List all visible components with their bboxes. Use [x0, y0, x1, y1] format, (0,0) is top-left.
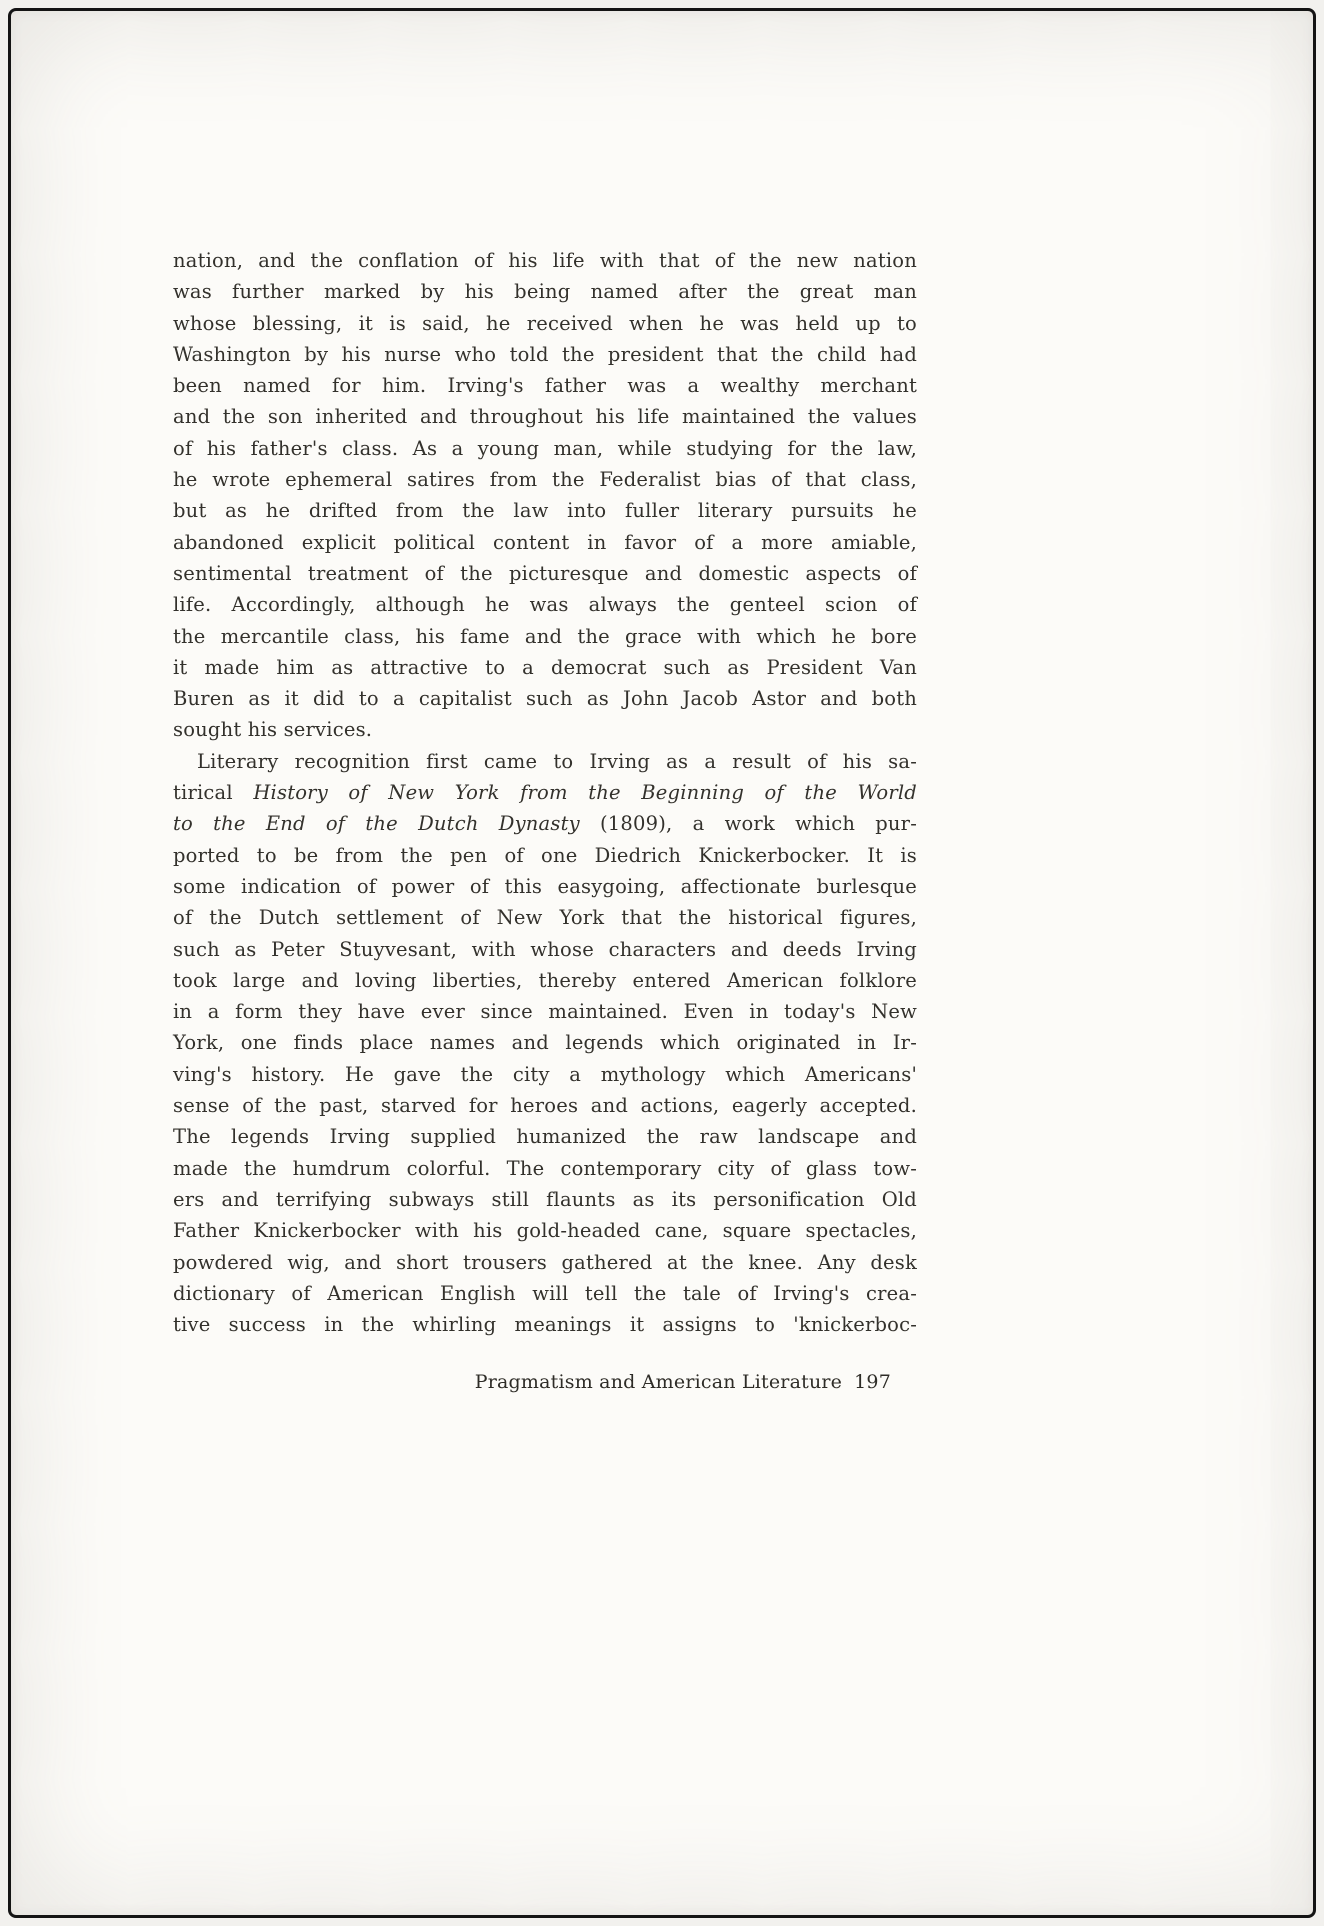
footer-page-number: 197	[854, 1371, 891, 1393]
text-line: dictionary of American English will tell the tale of Irving's crea-	[173, 1281, 917, 1305]
text-line: sense of the past, starved for heroes and actions, eagerly accepted.	[173, 1094, 917, 1118]
text-line: took large and loving liberties, thereby entered American folklore	[173, 968, 917, 992]
paragraph	[173, 746, 917, 1341]
text-line: nation, and the conflation of his life with that of the new nation	[173, 249, 917, 272]
text-line	[173, 808, 917, 839]
italic-text: to the End of the Dutch Dynasty	[173, 812, 580, 836]
text-line: tive success in the whirling meanings it assigns to 'knickerboc-	[173, 1313, 917, 1337]
text-line	[173, 777, 917, 808]
text-segment: (1809), a work which pur-	[579, 812, 917, 836]
text-line: The legends Irving supplied humanized the raw landscape and	[173, 1125, 917, 1149]
text-line: Father Knickerbocker with his gold-headed cane, square spectacles,	[173, 1219, 917, 1243]
text-line: the mercantile class, his fame and the grace with which he bore	[173, 624, 917, 648]
text-line: ving's history. He gave the city a mythology which Americans'	[173, 1062, 917, 1086]
text-line: York, one finds place names and legends which originated in Ir-	[173, 1031, 917, 1055]
text-line: been named for him. Irving's father was a wealthy merchant	[173, 374, 917, 398]
italic-text: History of New York from the Beginning of the World	[253, 781, 917, 805]
text-block	[173, 245, 917, 1340]
text-line: ported to be from the pen of one Diedrich Knickerbocker. It is	[173, 843, 917, 867]
text-segment: tirical	[173, 781, 254, 805]
paragraph	[173, 245, 917, 746]
text-line: was further marked by his being named after the great man	[173, 280, 917, 304]
text-line: in a form they have ever since maintained. Even in today's New	[173, 1000, 917, 1024]
text-line: whose blessing, it is said, he received when he was held up to	[173, 311, 917, 335]
text-line: such as Peter Stuyvesant, with whose characters and deeds Irving	[173, 937, 917, 961]
text-line: powdered wig, and short trousers gathered at the knee. Any desk	[173, 1250, 917, 1274]
text-line: and the son inherited and throughout his life maintained the values	[173, 405, 917, 429]
text-line: Washington by his nurse who told the president that the child had	[173, 342, 917, 366]
text-line: it made him as attractive to a democrat such as President Van	[173, 655, 917, 679]
text-line: Buren as it did to a capitalist such as John Jacob Astor and both	[173, 687, 917, 711]
text-line: life. Accordingly, although he was always the genteel scion of	[173, 593, 917, 617]
text-line: made the humdrum colorful. The contemporary city of glass tow-	[173, 1156, 917, 1180]
text-line: of his father's class. As a young man, while studying for the law,	[173, 436, 917, 460]
text-line: he wrote ephemeral satires from the Federalist bias of that class,	[173, 468, 917, 492]
text-line: Literary recognition first came to Irving as a result of his sa-	[197, 749, 917, 773]
book-page	[8, 8, 1316, 1918]
footer-title: Pragmatism and American Literature	[474, 1371, 843, 1393]
text-line: but as he drifted from the law into fuller literary pursuits he	[173, 499, 917, 523]
text-line: ers and terrifying subways still flaunts as its personification Old	[173, 1187, 917, 1211]
text-line: some indication of power of this easygoing, affectionate burlesque	[173, 874, 917, 898]
text-line: abandoned explicit political content in favor of a more amiable,	[173, 530, 917, 554]
text-line: of the Dutch settlement of New York that the historical figures,	[173, 906, 917, 930]
text-line: sought his services.	[173, 718, 373, 742]
running-footer	[173, 1371, 917, 1393]
text-line: sentimental treatment of the picturesque and domestic aspects of	[173, 561, 917, 585]
